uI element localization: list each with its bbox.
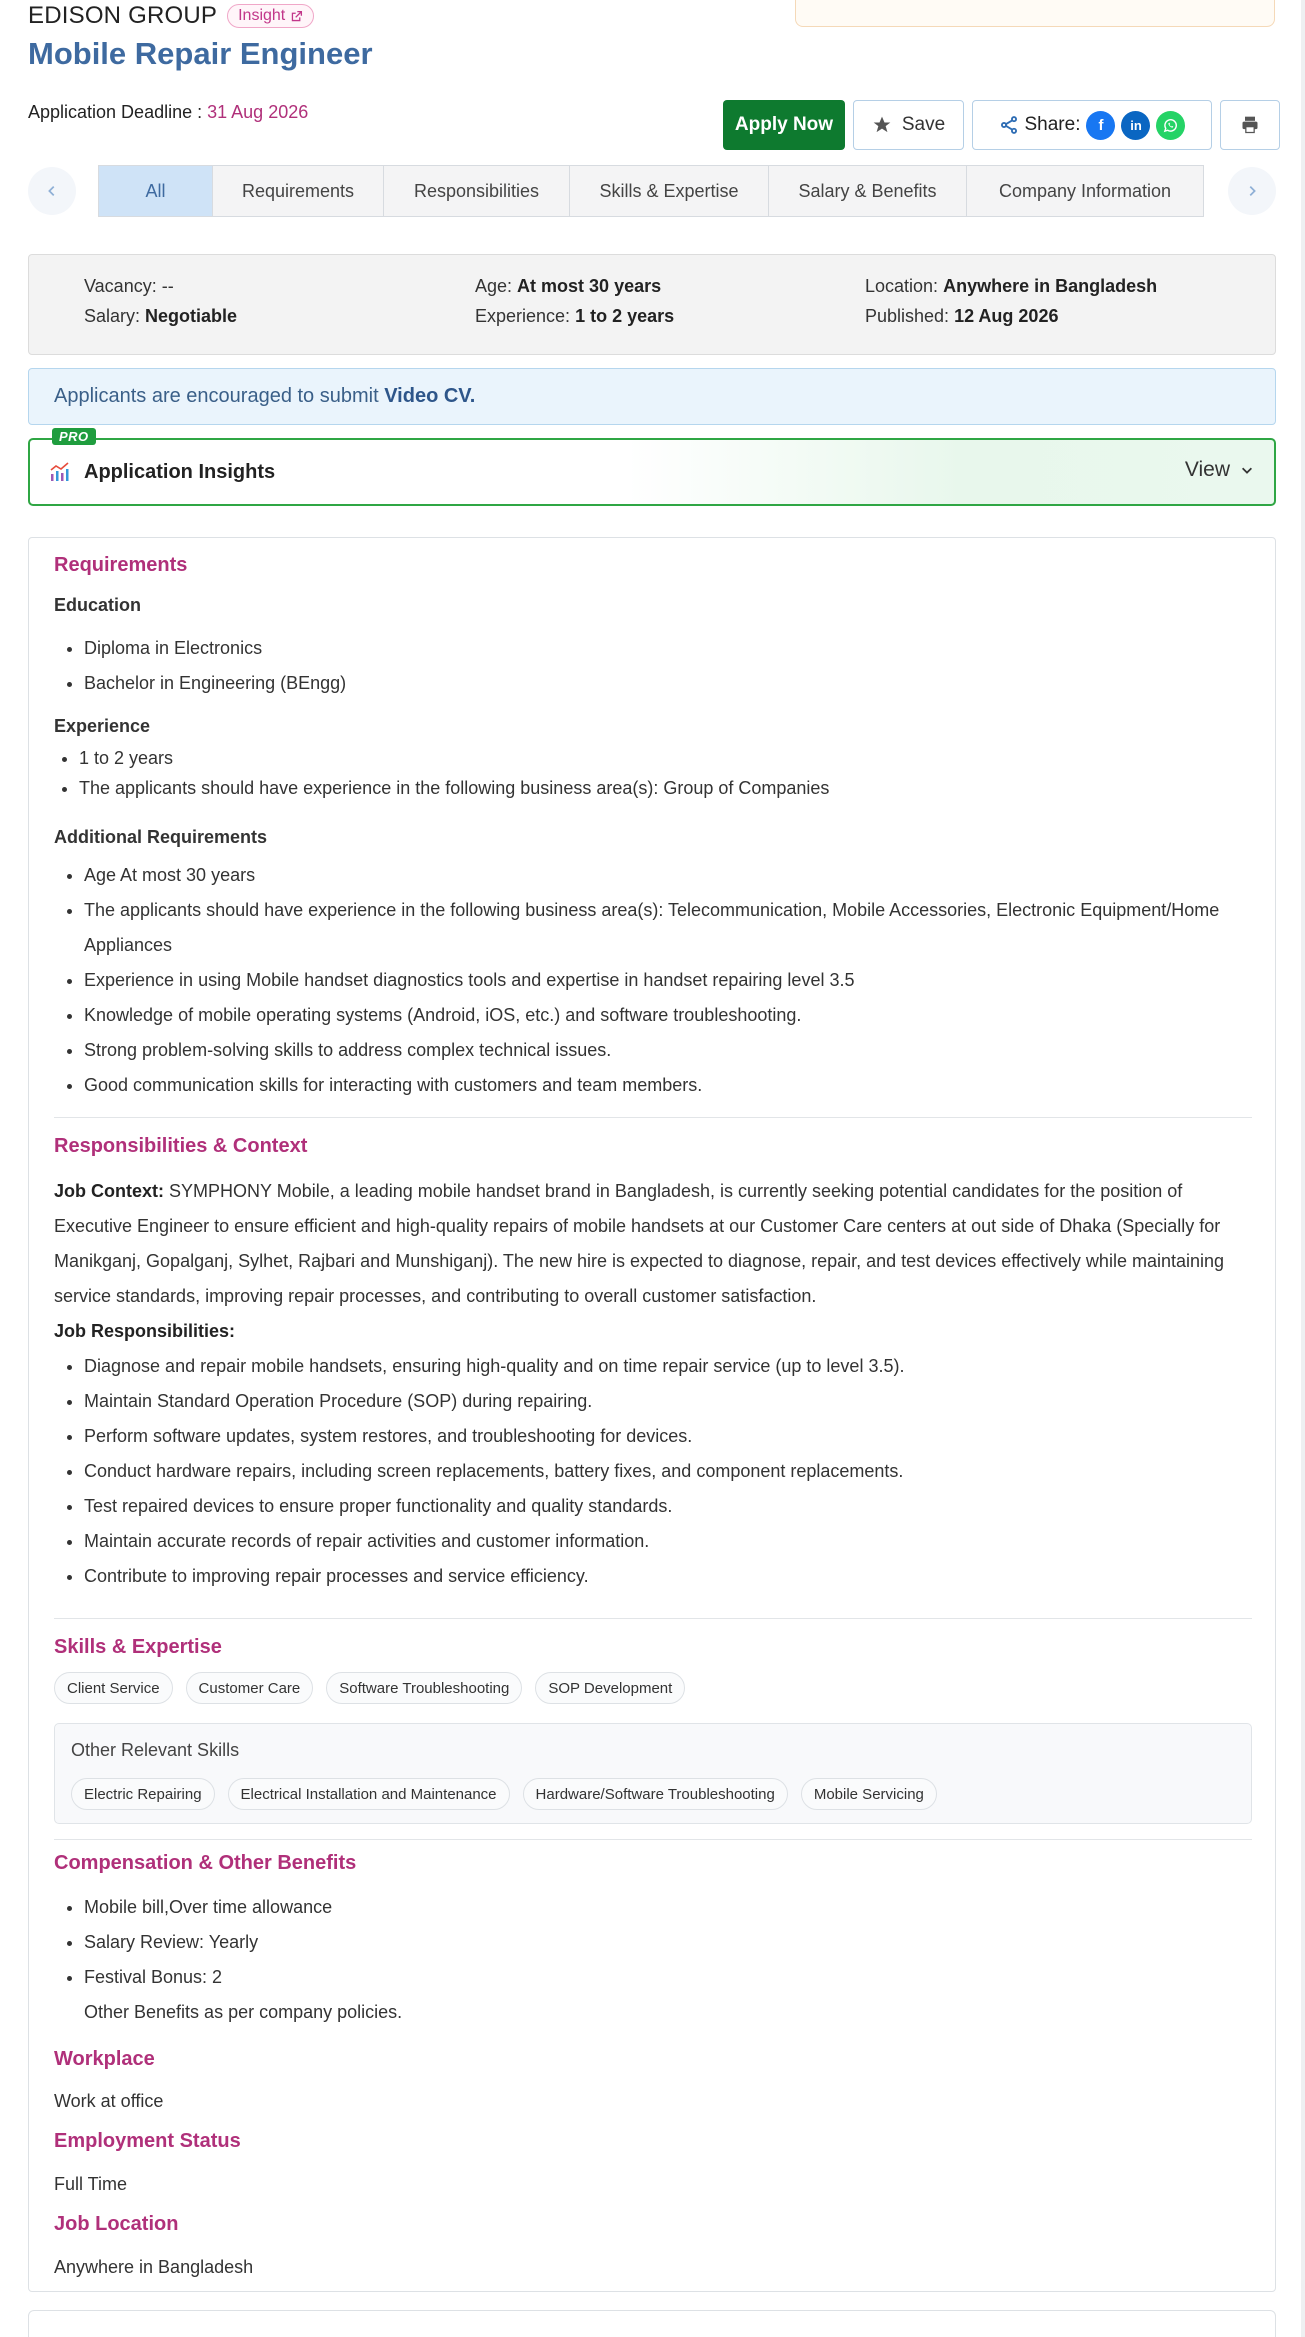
list-item: • Salary Review: Yearly [84, 1925, 1234, 1960]
skill-chip: Mobile Servicing [801, 1778, 937, 1810]
list-item: • Perform software updates, system restores, and troubleshooting for devices. [84, 1419, 1234, 1454]
job-content [28, 537, 1276, 2292]
experience-value: 1 to 2 years [575, 306, 675, 326]
job-location-value: Anywhere in Bangladesh [54, 2257, 254, 2277]
chevron-left-icon [45, 184, 59, 198]
list-item: • Mobile bill,Over time allowance [84, 1890, 1234, 1925]
summary-published [865, 306, 1058, 327]
save-label: Save [901, 114, 946, 135]
requirements-title: Requirements [54, 554, 188, 576]
list-item: • Experience in using Mobile handset diagnostics tools and expertise in handset repairing level 3.5 [84, 963, 1234, 998]
list-item: • Diploma in Electronics [84, 631, 1234, 666]
print-icon [1240, 115, 1260, 135]
published-value: 12 Aug 2026 [954, 306, 1059, 326]
other-skills-label: Other Relevant Skills [71, 1740, 240, 1760]
save-button[interactable] [853, 100, 964, 150]
job-context-text: SYMPHONY Mobile, a leading mobile handset brand in Bangladesh, is currently seeking potential candidates for the position of Executive Engineer to ensure efficient and high-quality repairs of mobile handsets at our Customer Care centers at out side of Dhaka (Specially for Manikganj, Gopalganj, Sylhet, Rajbari and Munshiganj). The new hire is expected to diagnose, repair, and test devices effectively while maintaining service standards, improving repair processes, and contributing to overall customer satisfaction. [54, 1181, 1225, 1306]
employment-status-title: Employment Status [54, 2130, 241, 2152]
section-tabs [28, 165, 1276, 217]
deadline-label: Application Deadline : [28, 102, 203, 122]
insights-view-toggle[interactable] [1185, 458, 1254, 482]
apply-now-button[interactable]: Apply Now [723, 100, 845, 150]
application-insights[interactable] [28, 429, 1276, 506]
whatsapp-icon[interactable] [1156, 111, 1185, 140]
list-item: • Test repaired devices to ensure proper functionality and quality standards. [84, 1489, 1234, 1524]
salary-label: Salary: [84, 306, 141, 326]
summary-vacancy [84, 276, 174, 297]
view-label: View [1184, 458, 1230, 481]
summary-experience [475, 306, 674, 327]
vacancy-label: Vacancy: [84, 276, 157, 296]
tab-responsibilities[interactable]: Responsibilities [384, 166, 570, 216]
video-cv-notice [28, 368, 1276, 425]
company-row [28, 2, 314, 30]
notice-highlight: Video CV. [384, 385, 476, 407]
skills-chips [54, 1672, 685, 1704]
summary-location [865, 276, 1157, 297]
tab-salary-benefits[interactable]: Salary & Benefits [769, 166, 967, 216]
workplace-title: Workplace [54, 2048, 155, 2070]
list-item: • Knowledge of mobile operating systems (Android, iOS, etc.) and software troubleshooting. [84, 998, 1234, 1033]
external-link-icon [290, 10, 303, 23]
tab-company-information[interactable]: Company Information [967, 166, 1203, 216]
tab-list [98, 165, 1204, 217]
education-title: Education [54, 595, 142, 615]
salary-value: Negotiable [145, 306, 238, 326]
published-label: Published: [865, 306, 950, 326]
skill-chip: Electrical Installation and Maintenance [228, 1778, 510, 1810]
compensation-list [84, 1890, 1234, 1995]
list-item: • Strong problem-solving skills to address complex technical issues. [84, 1033, 1234, 1068]
divider [54, 1839, 1252, 1840]
job-actions [723, 100, 1280, 150]
list-item: • Good communication skills for interacting with customers and team members. [84, 1068, 1234, 1103]
additional-requirements-title: Additional Requirements [54, 827, 268, 847]
tab-all[interactable]: All [99, 166, 213, 216]
next-card [28, 2310, 1276, 2337]
facebook-icon[interactable]: f [1086, 111, 1115, 140]
summary-salary [84, 306, 237, 327]
tab-skills-expertise[interactable]: Skills & Expertise [570, 166, 769, 216]
deadline-date: 31 Aug 2026 [207, 102, 309, 122]
location-value: Anywhere in Bangladesh [943, 276, 1158, 296]
skill-chip: Electric Repairing [71, 1778, 215, 1810]
other-relevant-skills [54, 1723, 1252, 1824]
star-icon [872, 115, 892, 135]
skills-title: Skills & Expertise [54, 1636, 222, 1658]
notice-text: Applicants are encouraged to submit [54, 385, 379, 407]
job-location-title: Job Location [54, 2213, 179, 2235]
insights-title: Application Insights [84, 460, 276, 483]
company-name[interactable]: EDISON GROUP [28, 2, 218, 29]
share-label: Share: [1024, 114, 1081, 135]
insight-badge-label: Insight [238, 7, 286, 24]
chart-icon [48, 460, 72, 484]
divider [54, 1117, 1252, 1118]
skill-chip: SOP Development [535, 1672, 685, 1704]
job-responsibilities-label [54, 1314, 1252, 1349]
page-scroll-edge [1301, 0, 1305, 2337]
list-item: • Age At most 30 years [84, 858, 1234, 893]
list-item: • The applicants should have experience in the following business area(s): Group of Companies [79, 773, 1229, 803]
list-item: • Conduct hardware repairs, including screen replacements, battery fixes, and component replacements. [84, 1454, 1234, 1489]
linkedin-icon[interactable]: in [1121, 111, 1150, 140]
divider [54, 1618, 1252, 1619]
job-title: Mobile Repair Engineer [28, 36, 373, 71]
vacancy-value: -- [161, 276, 174, 296]
share-icon [999, 115, 1019, 135]
workplace-value: Work at office [54, 2091, 164, 2111]
insight-badge[interactable] [227, 4, 314, 28]
list-item: • Maintain Standard Operation Procedure (SOP) during repairing. [84, 1384, 1234, 1419]
list-item: • Bachelor in Engineering (BEngg) [84, 666, 1234, 701]
summary-age [475, 276, 661, 297]
job-responsibilities-heading: Job Responsibilities: [54, 1321, 236, 1341]
top-banner [795, 0, 1275, 27]
responsibilities-list [84, 1349, 1234, 1594]
job-summary [28, 254, 1276, 355]
skill-chip: Customer Care [186, 1672, 314, 1704]
print-button[interactable] [1220, 100, 1280, 150]
share-box [972, 100, 1212, 150]
tabs-scroll-right[interactable] [1228, 167, 1276, 215]
skill-chip: Client Service [54, 1672, 173, 1704]
additional-requirements-list [84, 858, 1234, 1103]
compensation-title: Compensation & Other Benefits [54, 1852, 357, 1874]
list-item: • Contribute to improving repair processes and service efficiency. [84, 1559, 1234, 1594]
tab-requirements[interactable]: Requirements [213, 166, 384, 216]
experience-list [79, 743, 1229, 803]
other-benefits-note: Other Benefits as per company policies. [84, 2002, 403, 2022]
location-label: Location: [865, 276, 939, 296]
job-context [54, 1174, 1252, 1314]
other-skills-chips [71, 1778, 937, 1810]
tabs-scroll-left[interactable] [28, 167, 76, 215]
education-list [84, 631, 1234, 701]
chevron-right-icon [1245, 184, 1259, 198]
job-context-label: Job Context: [54, 1181, 164, 1201]
age-value: At most 30 years [517, 276, 662, 296]
list-item: • Diagnose and repair mobile handsets, ensuring high-quality and on time repair service (up to level 3.5). [84, 1349, 1234, 1384]
list-item: • 1 to 2 years [79, 743, 1229, 773]
employment-status-value: Full Time [54, 2174, 128, 2194]
application-deadline [28, 102, 308, 123]
age-label: Age: [475, 276, 513, 296]
list-item: • Maintain accurate records of repair activities and customer information. [84, 1524, 1234, 1559]
chevron-down-icon [1240, 463, 1254, 477]
skill-chip: Software Troubleshooting [326, 1672, 522, 1704]
experience-title: Experience [54, 716, 151, 736]
experience-label: Experience: [475, 306, 571, 326]
skill-chip: Hardware/Software Troubleshooting [523, 1778, 788, 1810]
pro-badge: PRO [52, 428, 96, 445]
list-item: • The applicants should have experience in the following business area(s): Telecommunication, Mobile Accessories, Electronic Equipment/Home Appliances [84, 893, 1234, 963]
list-item: • Festival Bonus: 2 [84, 1960, 1234, 1995]
responsibilities-title: Responsibilities & Context [54, 1135, 308, 1157]
